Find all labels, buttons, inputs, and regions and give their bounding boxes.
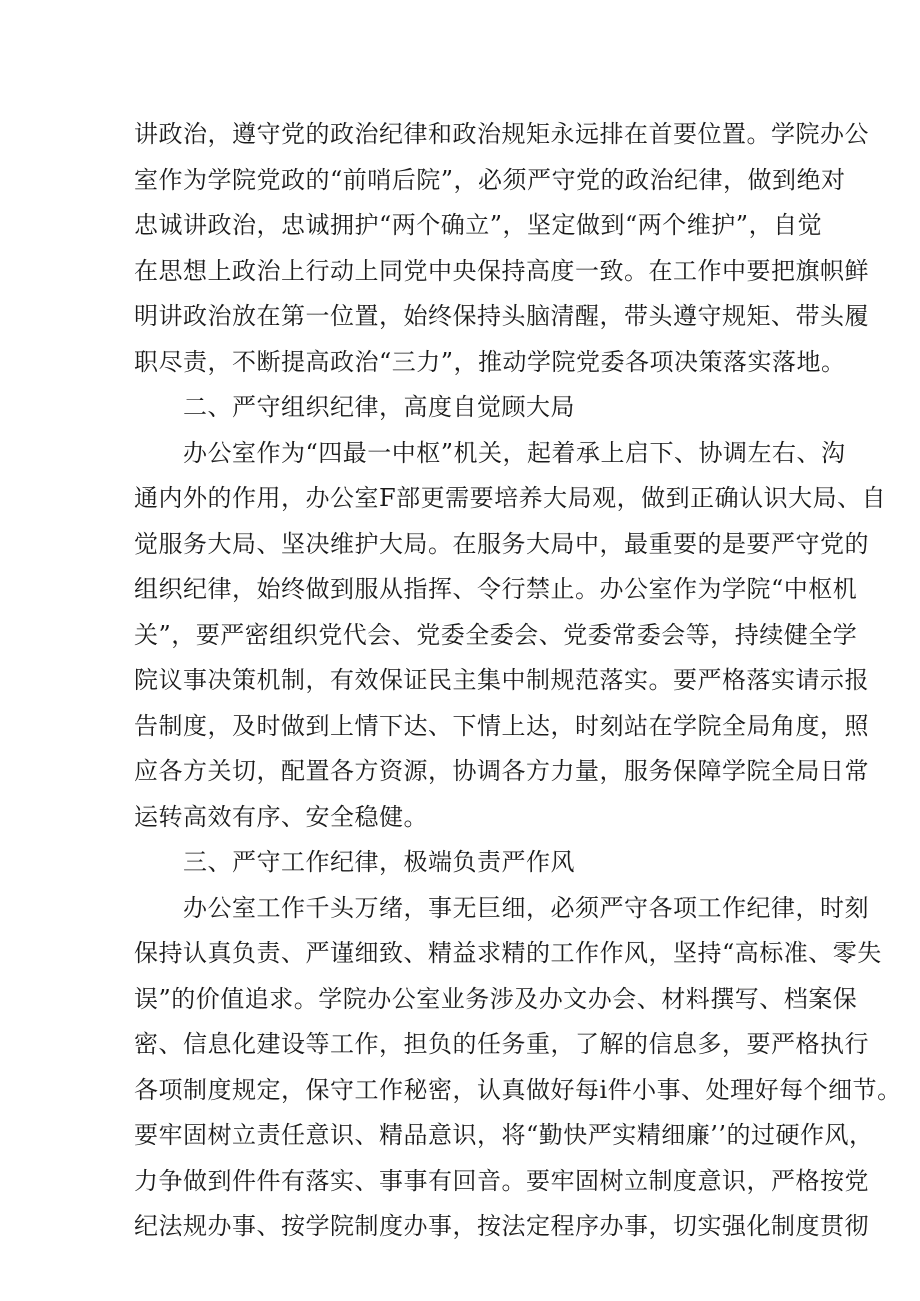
paragraph-line: 保持认真负责、严谨细致、精益求精的工作作风，坚持“高标准、零失 bbox=[134, 939, 882, 967]
paragraph-line: 院议事决策机制，有效保证民主集中制规范落实。要严格落实请示报 bbox=[134, 666, 869, 694]
section-heading: 三、严守工作纪律，极端负责严作风 bbox=[134, 848, 575, 876]
paragraph-line: 要牢固树立责任意识、精品意识，将“勤快严实精细廉’’的过硬作风， bbox=[134, 1121, 874, 1149]
paragraph-line: 办公室工作千头万绪，事无巨细，必须严守各项工作纪律，时刻 bbox=[134, 893, 869, 922]
paragraph-line: 组织纪律，始终做到服从指挥、令行禁止。办公室作为学院“中枢机 bbox=[134, 575, 858, 603]
paragraph-line: 各项制度规定，保守工作秘密，认真做好每i件小事、处理好每个细节。 bbox=[134, 1075, 902, 1104]
paragraph-line: 明讲政治放在第一位置，始终保持头脑清醒，带头遵守规矩、带头履 bbox=[134, 302, 869, 330]
paragraph-line: 关”，要严密组织党代会、党委全委会、党委常委会等，持续健全学 bbox=[134, 620, 858, 649]
paragraph-line: 运转高效有序、安全稳健。 bbox=[134, 802, 428, 831]
paragraph-line: 密、信息化建设等工作，担负的任务重，了解的信息多，要严格执行 bbox=[134, 1030, 869, 1058]
paragraph-line: 觉服务大局、坚决维护大局。在服务大局中，最重要的是要严守党的 bbox=[134, 529, 869, 558]
paragraph-line: 职尽责，不断提高政治“三力”，推动学院党委各项决策落实落地。 bbox=[134, 347, 846, 376]
paragraph-line: 告制度，及时做到上情下达、下情上达，时刻站在学院全局角度，照 bbox=[134, 711, 869, 740]
paragraph-line: 在思想上政治上行动上同党中央保持高度一致。在工作中要把旗帜鲜 bbox=[134, 256, 869, 285]
paragraph-line: 力争做到件件有落实、事事有回音。要牢固树立制度意识，严格按党 bbox=[134, 1166, 869, 1195]
paragraph-line: 室作为学院党政的“前哨后院”，必须严守党的政治纪律，做到绝对 bbox=[134, 165, 846, 194]
paragraph-line: 办公室作为“四最一中枢”机关，起着承上启下、协调左右、沟 bbox=[134, 438, 846, 467]
paragraph-line: 通内外的作用，办公室F部更需要培养大局观，做到正确认识大局、自 bbox=[134, 484, 887, 512]
section-heading: 二、严守组织纪律，高度自觉顾大局 bbox=[134, 393, 575, 421]
paragraph-line: 讲政治，遵守党的政治纪律和政治规矩永远排在首要位置。学院办公 bbox=[134, 120, 869, 148]
document-body bbox=[134, 112, 902, 1250]
paragraph-line: 纪法规办事、按学院制度办事，按法定程序办事，切实强化制度贯彻 bbox=[134, 1212, 869, 1240]
paragraph-line: 应各方关切，配置各方资源，协调各方力量，服务保障学院全局日常 bbox=[134, 757, 869, 785]
paragraph-line: 忠诚讲政治，忠诚拥护“两个确立”，坚定做到“两个维护”，自觉 bbox=[134, 211, 823, 239]
paragraph-line: 误”的价值追求。学院办公室业务涉及办文办会、材料撰写、档案保 bbox=[134, 984, 858, 1013]
